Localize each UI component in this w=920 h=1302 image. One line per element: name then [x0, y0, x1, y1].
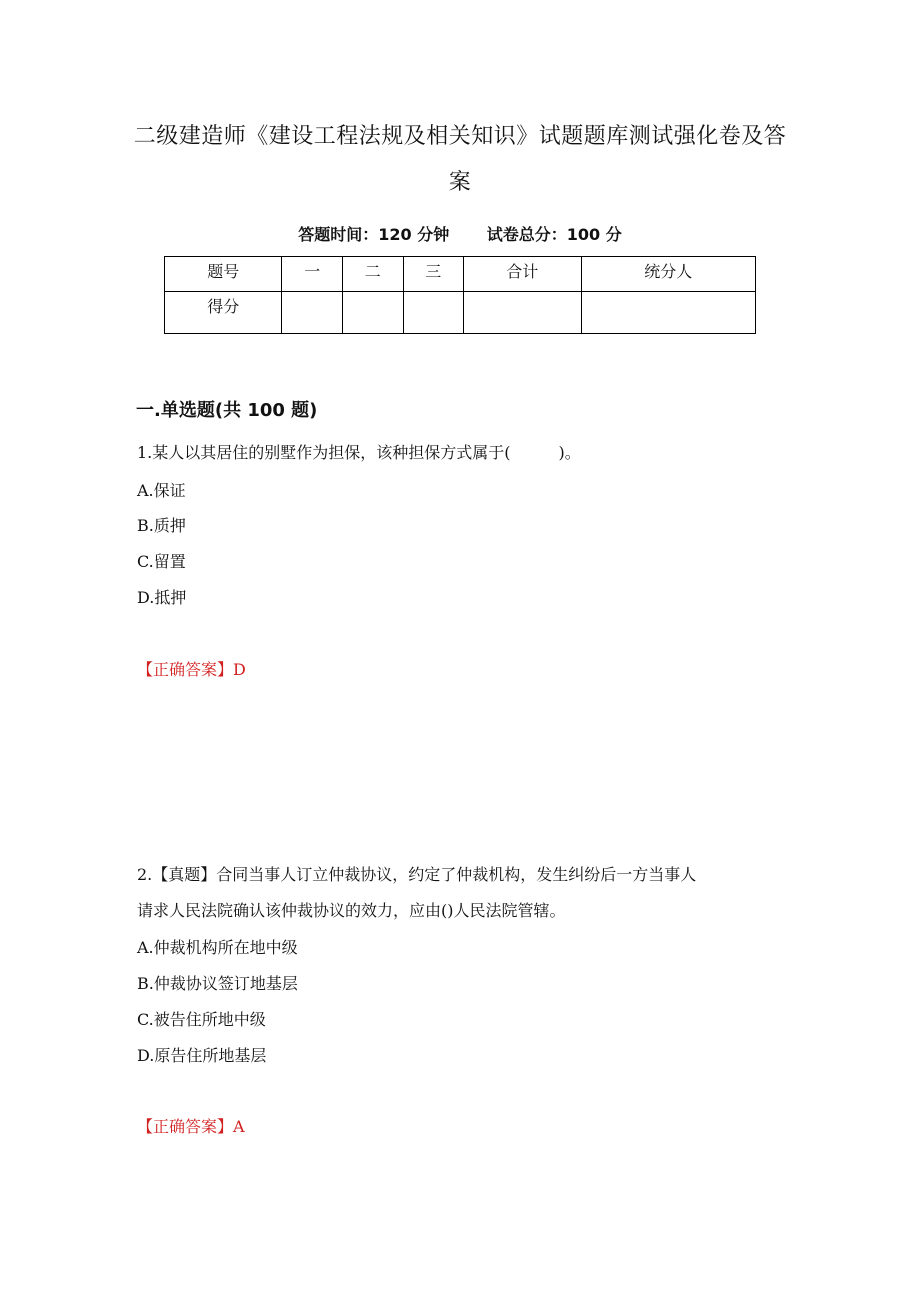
question-2-option-b: B.仲裁协议签订地基层 — [137, 974, 298, 993]
question-1-option-d: D.抵押 — [137, 588, 187, 607]
question-2-option-d: D.原告住所地基层 — [137, 1046, 267, 1065]
question-1-option-c: C.留置 — [137, 552, 186, 571]
question-2-stem-line-2: 请求人民法院确认该仲裁协议的效力，应由()人民法院管辖。 — [137, 901, 566, 920]
score-header-cell: 统分人 — [581, 257, 755, 292]
score-header-cell: 一 — [282, 257, 343, 292]
score-table-score-row — [165, 292, 756, 334]
exam-meta — [0, 222, 920, 245]
question-2-answer: 【正确答案】A — [137, 1117, 245, 1136]
exam-time: 答题时间：120 分钟 — [298, 225, 450, 244]
score-header-cell: 题号 — [165, 257, 282, 292]
question-1-option-b: B.质押 — [137, 516, 186, 535]
score-table-header-row — [165, 257, 756, 292]
title-line-2: 案 — [448, 170, 472, 195]
score-table — [164, 256, 756, 334]
question-1-answer: 【正确答案】D — [137, 660, 246, 679]
question-1-stem: 1.某人以其居住的别墅作为担保，该种担保方式属于( )。 — [137, 443, 581, 462]
score-row-label: 得分 — [165, 292, 282, 334]
score-header-cell: 二 — [343, 257, 404, 292]
question-2-option-c: C.被告住所地中级 — [137, 1010, 266, 1029]
section-title: 一.单选题(共 100 题) — [136, 400, 318, 421]
question-1-option-a: A.保证 — [137, 481, 186, 500]
question-2-option-a: A.仲裁机构所在地中级 — [137, 938, 298, 957]
score-cell — [464, 292, 581, 334]
score-cell — [403, 292, 464, 334]
document-title — [120, 114, 800, 206]
score-header-cell: 三 — [403, 257, 464, 292]
score-header-cell: 合计 — [464, 257, 581, 292]
title-line-1: 二级建造师《建设工程法规及相关知识》试题题库测试强化卷及答 — [133, 124, 787, 149]
score-cell — [282, 292, 343, 334]
score-cell — [343, 292, 404, 334]
exam-total-score: 试卷总分：100 分 — [486, 225, 622, 244]
question-2-stem-line-1: 2.【真题】合同当事人订立仲裁协议，约定了仲裁机构，发生纠纷后一方当事人 — [137, 865, 697, 884]
score-cell — [581, 292, 755, 334]
